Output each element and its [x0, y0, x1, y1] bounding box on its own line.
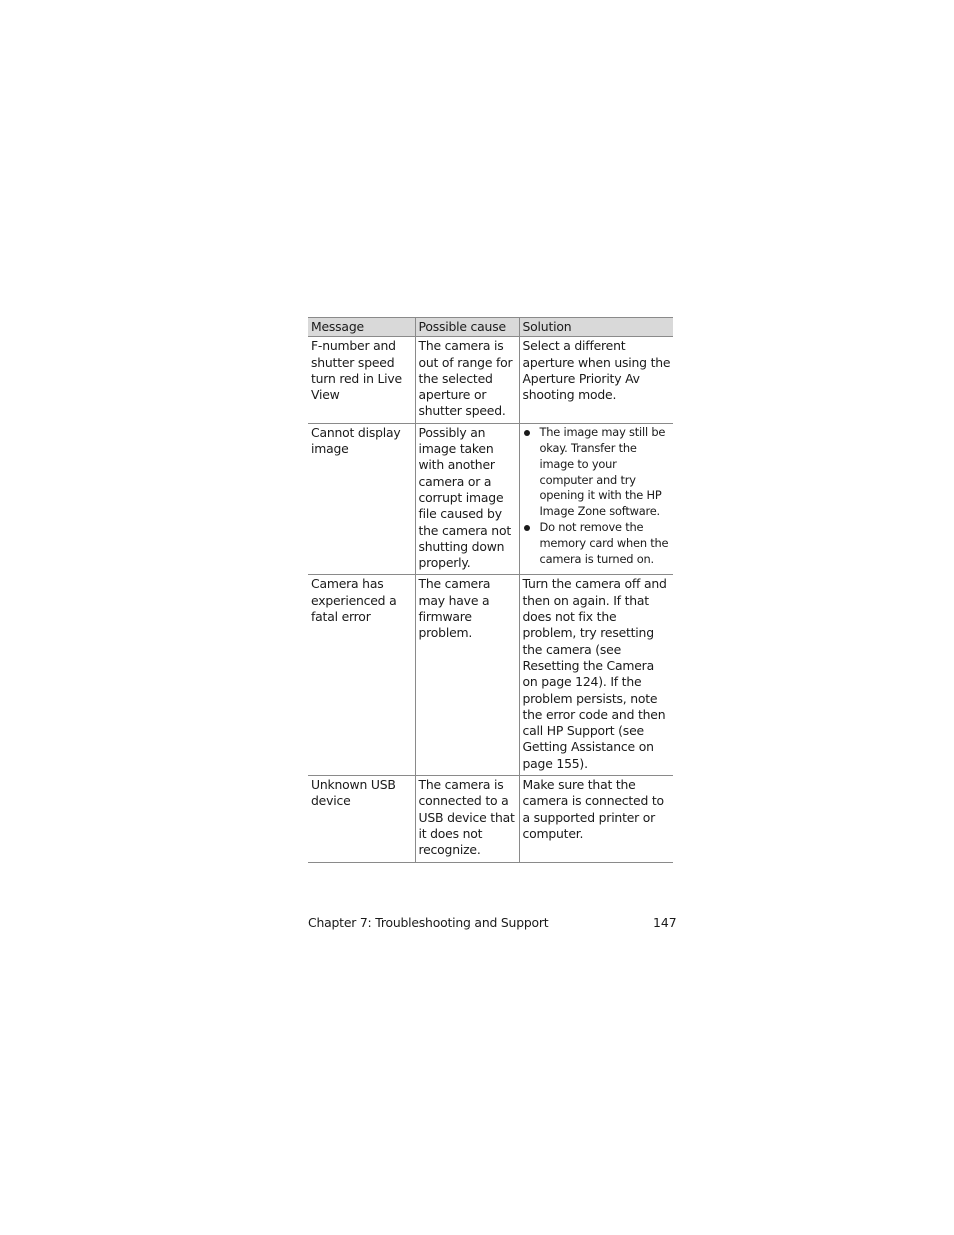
cross-reference-link[interactable]: Getting Assistance [522, 739, 635, 755]
bullet-text: The image may still be okay. Transfer the image to your computer and try opening it with the HP Image Zone software. [539, 424, 666, 519]
cross-reference-link[interactable]: Resetting the Camera [522, 657, 654, 673]
message-cell: Unknown USB device [308, 776, 415, 862]
list-item [523, 425, 672, 520]
bullet-text: Do not remove the memory card when the camera is turned on. [539, 520, 669, 567]
cause-cell: Possibly an image taken with another camera or a corrupt image file caused by the camera not shutting down properly. [415, 423, 519, 575]
solution-text: shooting mode. [522, 387, 617, 403]
cause-cell: The camera is out of range for the selected aperture or shutter speed. [415, 337, 519, 423]
solution-cell [519, 575, 673, 776]
solution-text: on page 155). [522, 739, 654, 771]
table-row [308, 337, 673, 423]
bullet-icon [524, 525, 530, 531]
table-row [308, 776, 673, 862]
troubleshooting-table [308, 317, 673, 863]
table-row [308, 423, 673, 575]
column-header-possible-cause: Possible cause [415, 318, 519, 337]
solution-bullet-list [523, 425, 672, 568]
solution-text: Select a different aperture when using the [522, 338, 671, 370]
solution-text: on page 124). If the problem persists, note the error code and then call HP Support (see [522, 674, 666, 739]
cause-cell: The camera is connected to a USB device that it does not recognize. [415, 776, 519, 862]
bullet-icon [524, 430, 530, 436]
mode-name: Aperture Priority Av [522, 370, 640, 386]
column-header-solution: Solution [519, 318, 673, 337]
list-item [523, 520, 672, 568]
solution-cell [519, 423, 673, 575]
footer-chapter-title: Chapter 7: Troubleshooting and Support [308, 915, 549, 930]
cause-cell: The camera may have a firmware problem. [415, 575, 519, 776]
message-cell: F-number and shutter speed turn red in Live View [308, 337, 415, 423]
message-cell: Cannot display image [308, 423, 415, 575]
solution-text: Turn the camera off and then on again. If that does not fix the problem, try resetting the camera (see [522, 576, 667, 657]
solution-cell [519, 337, 673, 423]
message-cell: Camera has experienced a fatal error [308, 575, 415, 776]
column-header-message: Message [308, 318, 415, 337]
table-header-row [308, 318, 673, 337]
page-number: 147 [653, 915, 677, 930]
table-row [308, 575, 673, 776]
solution-cell: Make sure that the camera is connected to a supported printer or computer. [519, 776, 673, 862]
